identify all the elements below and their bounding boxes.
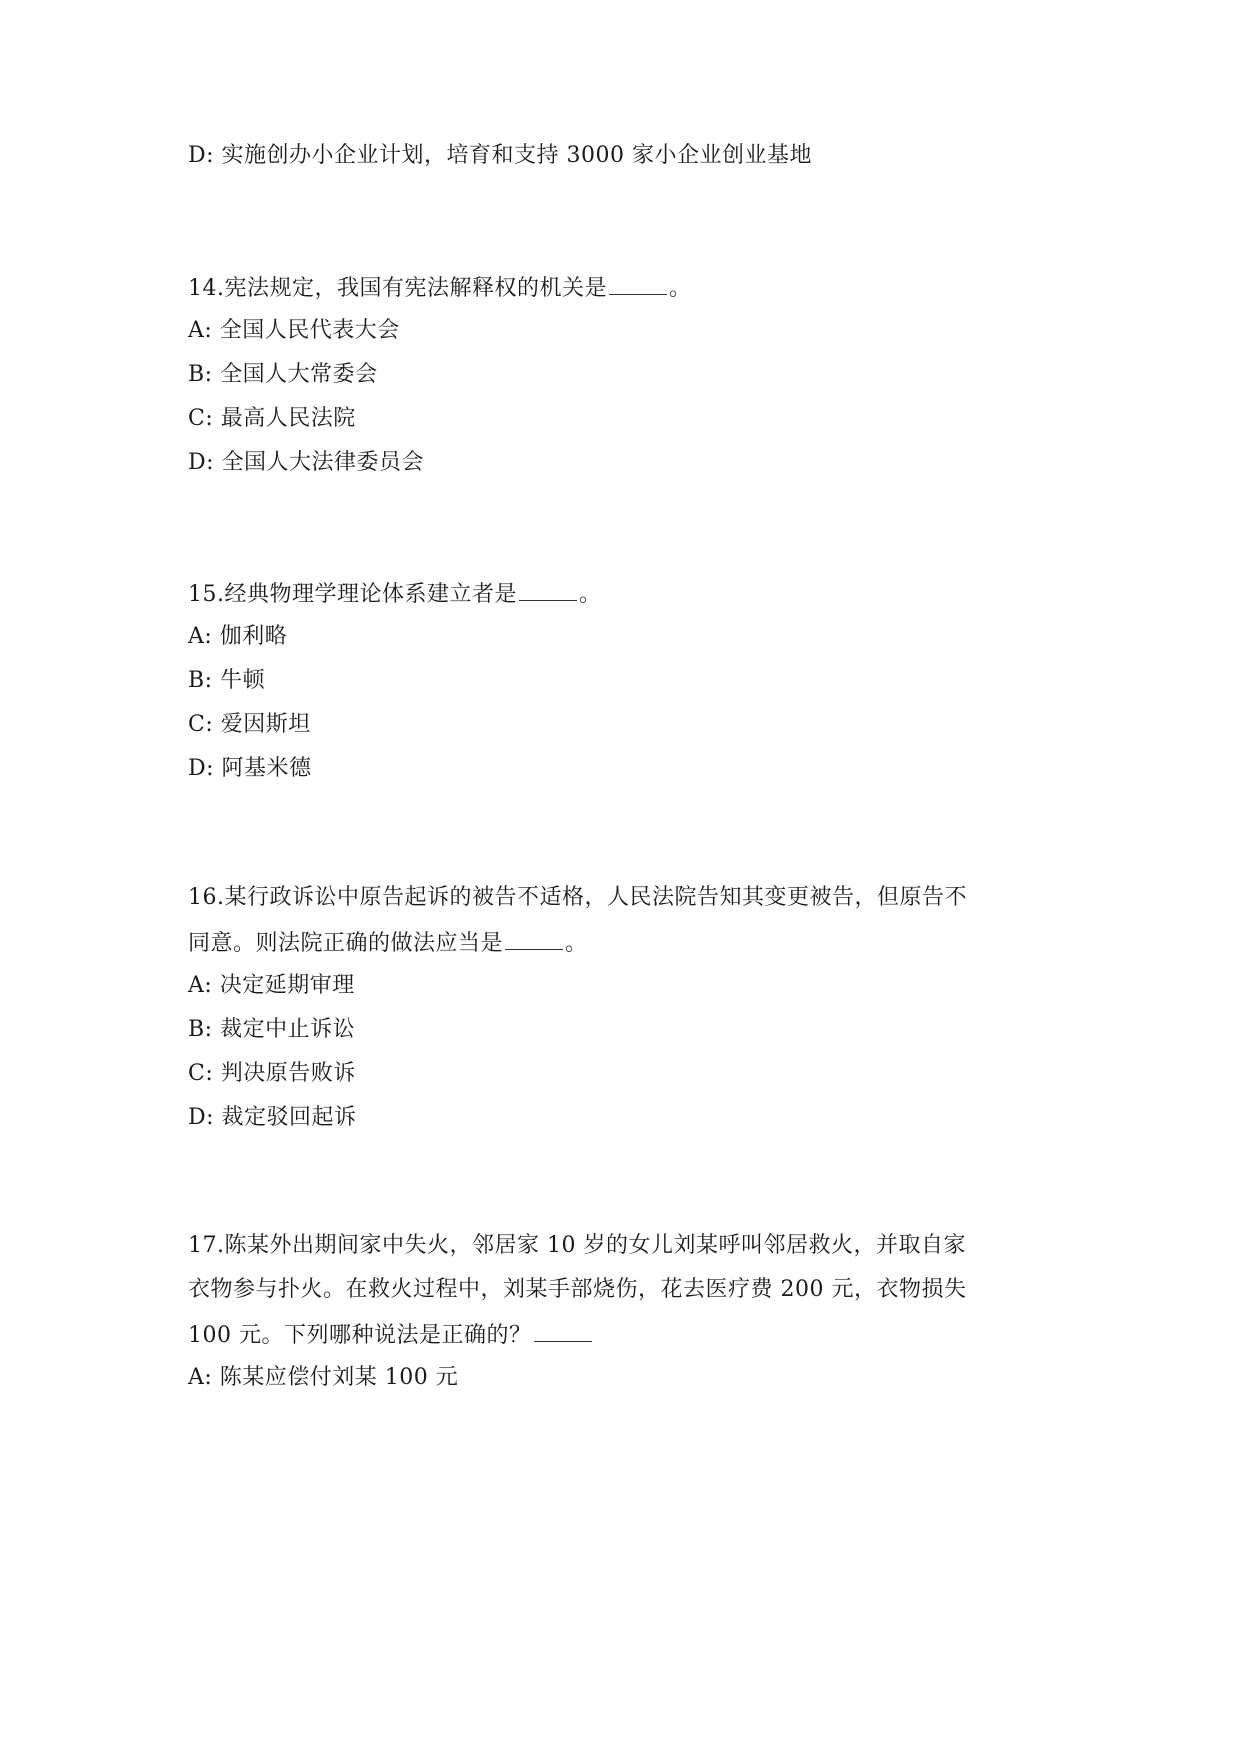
question-16-option-b: B: 裁定中止诉讼: [188, 1017, 356, 1042]
prev-question-option-d: D: 实施创办小企业计划，培育和支持 3000 家小企业创业基地: [188, 143, 813, 168]
question-number: 15.: [188, 582, 225, 607]
question-14-option-b: B: 全国人大常委会: [188, 362, 378, 387]
question-number: 17.: [188, 1233, 225, 1258]
question-number: 16.: [188, 885, 225, 910]
question-number: 14.: [188, 276, 225, 301]
question-15-option-c: C: 爱因斯坦: [188, 712, 311, 737]
question-17-stem-line2: 衣物参与扑火。在救火过程中，刘某手部烧伤，花去医疗费 200 元，衣物损失: [188, 1277, 967, 1302]
question-14-stem: 14.宪法规定，我国有宪法解释权的机关是 。: [188, 276, 692, 301]
question-17-stem-line3: 100 元。下列哪种说法是正确的？: [188, 1321, 594, 1349]
question-text: 陈某外出期间家中失火，邻居家 10 岁的女儿刘某呼叫邻居救火，并取自家: [224, 1233, 966, 1258]
question-16-option-c: C: 判决原告败诉: [188, 1061, 356, 1086]
question-text: 经典物理学理论体系建立者是: [224, 582, 518, 607]
question-16-option-a: A: 决定延期审理: [188, 973, 355, 998]
question-14-option-a: A: 全国人民代表大会: [188, 318, 400, 343]
question-text: 某行政诉讼中原告起诉的被告不适格，人民法院告知其变更被告，但原告不: [224, 885, 968, 910]
answer-blank: [609, 274, 667, 295]
question-15-stem: 15.经典物理学理论体系建立者是 。: [188, 582, 602, 607]
question-text: 宪法规定，我国有宪法解释权的机关是: [224, 276, 608, 301]
answer-blank: [519, 580, 577, 601]
question-15-option-d: D: 阿基米德: [188, 756, 312, 781]
answer-blank: [505, 929, 563, 950]
question-15-option-a: A: 伽利略: [188, 624, 288, 649]
answer-blank: [534, 1321, 592, 1342]
question-14-option-c: C: 最高人民法院: [188, 406, 356, 431]
question-17-stem-line1: [188, 1233, 966, 1259]
question-16-option-d: D: 裁定驳回起诉: [188, 1105, 357, 1130]
question-14-option-d: D: 全国人大法律委员会: [188, 450, 425, 475]
question-16-stem-line2: 同意。则法院正确的做法应当是 。: [188, 931, 588, 956]
question-15-option-b: B: 牛顿: [188, 668, 266, 693]
question-16-stem-line1: [188, 885, 967, 911]
question-17-option-a: A: 陈某应偿付刘某 100 元: [188, 1365, 459, 1390]
